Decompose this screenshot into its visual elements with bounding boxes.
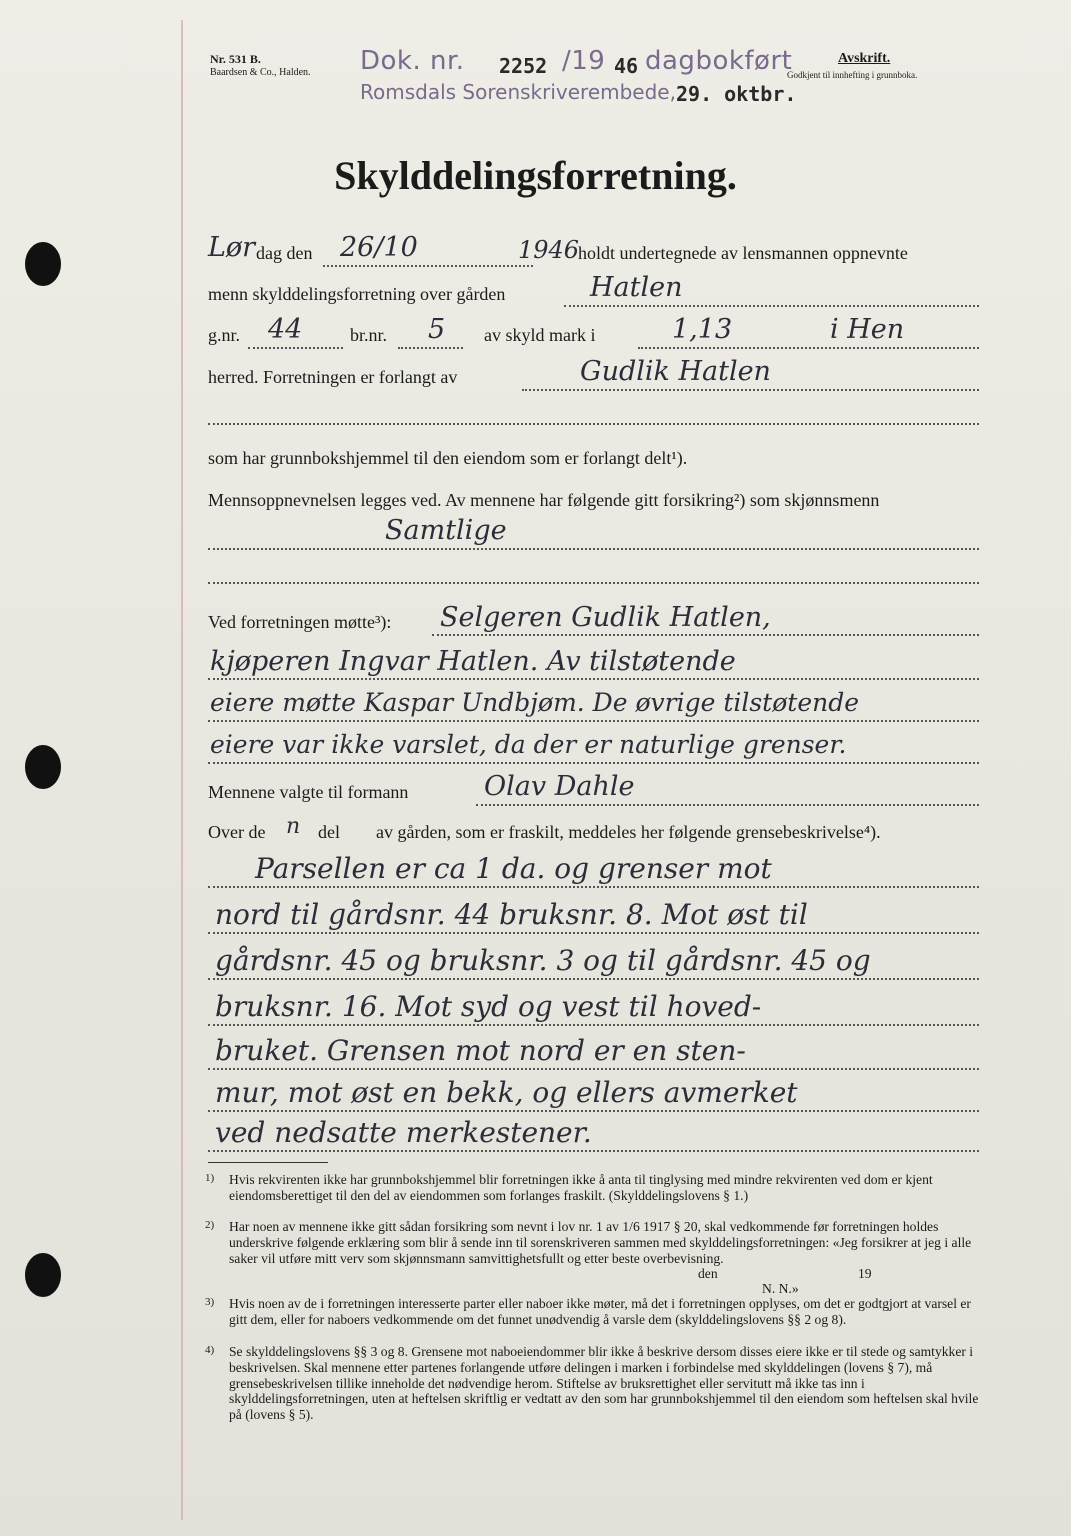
godkjent-note: Godkjent til innhefting i grunnboka. [787,70,918,80]
publisher: Baardsen & Co., Halden. [210,67,311,78]
dok-number: 2252 [499,54,548,78]
desc-line-7 [208,1150,979,1152]
desc-line-3-text: gårdsnr. 45 og bruksnr. 3 og til gårdsnr. 45 og [215,944,871,977]
desc-line-2-text: nord til gårdsnr. 44 bruksnr. 8. Mot øst til [215,898,808,931]
formann-line [476,804,979,806]
desc-line-5 [208,1068,979,1070]
attendees-line-3-text: eiere møtte Kaspar Undbjøm. De øvrige tilstøtende [210,688,860,717]
document-title: Skylddelingsforretning. [334,153,737,198]
footnote-1-number: 1) [205,1172,215,1184]
stamp-date: 29. oktbr. [676,82,797,106]
samtlige-line [208,548,979,550]
attendees-line-2-text: kjøperen Ingvar Hatlen. Av tilstøtende [210,646,736,677]
date-line [323,265,533,267]
attendees-line-2 [208,678,979,680]
desc-line-6 [208,1110,979,1112]
blank-line-2 [208,582,979,584]
footnote-2-nn: N. N.» [762,1281,799,1296]
formann-label: Mennene valgte til formann [208,782,409,802]
skyld-line [638,347,979,349]
attendees-line-3 [208,720,979,722]
desc-line-4-text: bruksnr. 16. Mot syd og vest til hoved- [215,990,762,1023]
footnote-3-text: Hvis noen av de i forretningen interesserte parter eller naboer ikke møter, må det i forretningen opplyses, om det er godtgjort at varsel er gitt dem, eller for naboers vedkommende om det funnet unødvendig å varsle dem (skylddelingslovens §§ 2 og 8). [229,1296,971,1327]
punch-hole-top [25,242,61,286]
over-de-handwritten: n [286,814,301,839]
stamp-office: Romsdals Sorenskriverembede, [360,80,676,104]
grunnbok-text: som har grunnbokshjemmel til den eiendom som er forlangt delt¹). [208,448,688,468]
dag-den-label: dag den [256,243,313,263]
year-handwritten: 1946 [518,236,580,264]
farm-line [564,305,979,307]
form-number: Nr. 531 B. [210,52,261,66]
herred-handwritten: i Hen [830,314,905,345]
desc-line-6-text: mur, mot øst en bekk, og ellers avmerket [215,1076,798,1109]
gnr-label: g.nr. [208,325,241,345]
attendees-line-1 [432,634,979,636]
footnote-2-den: den [698,1266,718,1281]
avskrift-label: Avskrift. [838,51,891,66]
skyld-handwritten: 1,13 [672,314,733,345]
footnote-2-text: Har noen av mennene ikke gitt sådan forsikring som nevnt i lov nr. 1 av 1/6 1917 § 20, skal vedkommende før forretningen holdes underskrive følgende erklæring som blir å sende inn til sorenskriveren sammen med skylddelingsforretningen: «Jeg forsikrer at jeg i alle saker vil utføre mitt verv som skjønnsmann samvittighetsfullt og etter beste overbevisning. [229,1219,972,1266]
footnote-1-text: Hvis rekvirenten ikke har grunnbokshjemmel blir forretningen ikke å anta til tinglysing med mindre rekvirenten ved dom er kjent eiendomsberettiget til den del av eiendommen som forlanges fraskilt. (Skylddelingslovens § 1.) [229,1172,933,1203]
footnote-4-number: 4) [205,1344,215,1356]
footnote-rule [208,1162,328,1163]
desc-line-1-text: Parsellen er ca 1 da. og grenser mot [255,852,772,885]
ved-label: Ved forretningen møtte³): [208,612,392,632]
attendees-line-4-text: eiere var ikke varslet, da der er naturlige grenser. [210,730,847,759]
requester-handwritten: Gudlik Hatlen [580,356,771,387]
brnr-label: br.nr. [350,325,388,345]
desc-line-4 [208,1024,979,1026]
punch-hole-middle [25,745,61,789]
day-handwritten: Lør [208,232,256,263]
herred-text: herred. Forretningen er forlangt av [208,367,458,387]
footnote-2-number: 2) [205,1219,215,1231]
requester-line [522,389,979,391]
footnote-4-text: Se skylddelingslovens §§ 3 og 8. Grensene mot naboeiendommer blir ikke å beskrive dersom disses eiere ikke er til stede og samtykker i beskrivelsen. Skal mennene etter partenes forlangende utføre delingen i marken i forbindelse med skylddelingen (lovens § 7), må grensebeskrivelsen tillike inneholde det nødvendige herom. Stiftelse av bruksrettighet eller servitutt må ikke tas inn i skylddelingsforretningen, uten at heftelsen skriftlig er vedtatt av den som har grunnbokshjemmel til den eiendom som heftelsen skal hvile på (lovens § 5). [229,1344,979,1423]
stamp-dagbokfort: dagbokført [645,46,793,76]
brnr-line [398,347,463,349]
punch-hole-bottom [25,1253,61,1297]
desc-line-5-text: bruket. Grensen mot nord er en sten- [215,1034,746,1067]
desc-line-7-text: ved nedsatte merkestener. [215,1116,592,1149]
blank-line [208,423,979,425]
av-garden-text: av gården, som er fraskilt, meddeles her følgende grensebeskrivelse⁴). [376,822,881,842]
desc-line-3 [208,978,979,980]
brnr-handwritten: 5 [428,314,446,345]
gnr-handwritten: 44 [268,314,303,345]
desc-line-2 [208,932,979,934]
skyld-label: av skyld mark i [484,325,596,345]
attendees-line-1-text: Selgeren Gudlik Hatlen, [440,602,771,633]
stamp-year-prefix: /19 [562,46,606,76]
menn-text: menn skylddelingsforretning over gården [208,284,506,304]
holdt-text: holdt undertegnede av lensmannen oppnevnte [578,243,908,263]
footnote-2-year: 19 [858,1266,872,1281]
formann-handwritten: Olav Dahle [484,771,635,802]
attendees-line-4 [208,762,979,764]
date-handwritten: 26/10 [340,232,418,263]
footnote-3-number: 3) [205,1296,215,1308]
year-suffix: 46 [614,54,639,78]
gnr-line [248,347,343,349]
desc-line-1 [208,886,979,888]
samtlige-handwritten: Samtlige [385,515,507,546]
mennsopp-text: Mennsoppnevnelsen legges ved. Av mennene har følgende gitt forsikring²) som skjønnsmenn [208,490,880,510]
farm-handwritten: Hatlen [590,272,683,303]
margin-rule [181,20,183,1520]
del-label: del [318,822,340,842]
over-de-label: Over de [208,822,266,842]
stamp-dok: Dok. nr. [360,46,465,76]
